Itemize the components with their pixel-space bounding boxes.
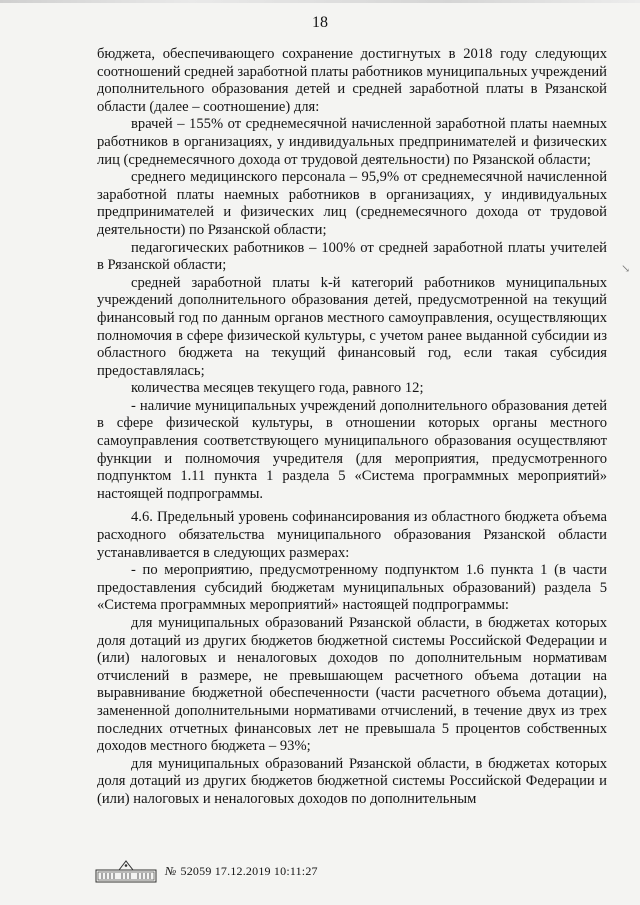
footer xyxy=(95,856,415,886)
page-number: 18 xyxy=(312,14,328,31)
paragraph: - по мероприятию, предусмотренному подпунктом 1.6 пункта 1 (в части предоставления субсидий бюджетам муниципальных образований) раздела 5 «Система программных мероприятий» настоящей подпрограммы: xyxy=(97,562,607,614)
document-body xyxy=(97,46,607,809)
paragraph: средней заработной платы k-й категорий работников муниципальных учреждений дополнительного образования детей, предусмотренной на текущий финансовый год по данным органов местного самоуправления, осуществляющих полномочия в сфере физической культуры, с учетом ранее выданной субсидии из областного бюджета на текущий финансовый год, если такая субсидия предоставлялась; xyxy=(97,274,607,379)
paragraph: бюджета, обеспечивающего сохранение достигнутых в 2018 году следующих соотношений средней заработной платы работников муниципальных учреждений дополнительного образования детей и средней заработной платы в Рязанской области (далее – соотношение) для: xyxy=(97,46,607,115)
paragraph: для муниципальных образований Рязанской области, в бюджетах которых доля дотаций из других бюджетов бюджетной системы Российской Федерации и (или) налоговых и неналоговых доходов по дополнительным xyxy=(97,755,607,807)
paragraph: 4.6. Предельный уровень софинансирования из областного бюджета объема расходного обязательства муниципального образования Рязанской области устанавливается в следующих размерах: xyxy=(97,509,607,561)
number-sign: № xyxy=(165,864,177,878)
paragraph: среднего медицинского персонала – 95,9% от среднемесячной начисленной заработной платы наемных работников в организациях, у индивидуальных предпринимателей и физических лиц (среднемесячного дохода от трудовой деятельности) по Рязанской области; xyxy=(97,169,607,238)
scan-margin-mark: ↘ xyxy=(621,263,631,275)
paragraph: для муниципальных образований Рязанской области, в бюджетах которых доля дотаций из других бюджетов бюджетной системы Российской Федерации и (или) налоговых и неналоговых доходов по дополнительным нормативам отчислений в размере, не превышающем расчетного объема дотации на выравнивание бюджетной обеспеченности (части расчетного объема дотации), замененной дополнительными нормативами отчислений, в течение двух из трех последних отчетных финансовых лет не превышала 5 процентов собственных доходов местного бюджета – 93%; xyxy=(97,615,607,755)
building-emblem-icon xyxy=(95,858,157,884)
scan-edge xyxy=(0,0,640,3)
document-registration xyxy=(165,864,318,879)
paragraph: врачей – 155% от среднемесячной начисленной заработной платы наемных работников в организациях, у индивидуальных предпринимателей и физических лиц (среднемесячного дохода от трудовой деятельности) по Рязанской области; xyxy=(97,116,607,168)
paragraph: количества месяцев текущего года, равного 12; xyxy=(131,380,424,397)
paragraph: - наличие муниципальных учреждений дополнительного образования детей в сфере физической культуры, в отношении которых органы местного самоуправления соответствующего муниципального образования осуществляют функции и полномочия учредителя (для мероприятия, предусмотренного подпунктом 1.11 пункта 1 раздела 5 «Система программных мероприятий» настоящей подпрограммы. xyxy=(97,397,607,502)
registration-number-date: 52059 17.12.2019 10:11:27 xyxy=(180,864,318,878)
paragraph: педагогических работников – 100% от средней заработной платы учителей в Рязанской области; xyxy=(97,239,607,274)
